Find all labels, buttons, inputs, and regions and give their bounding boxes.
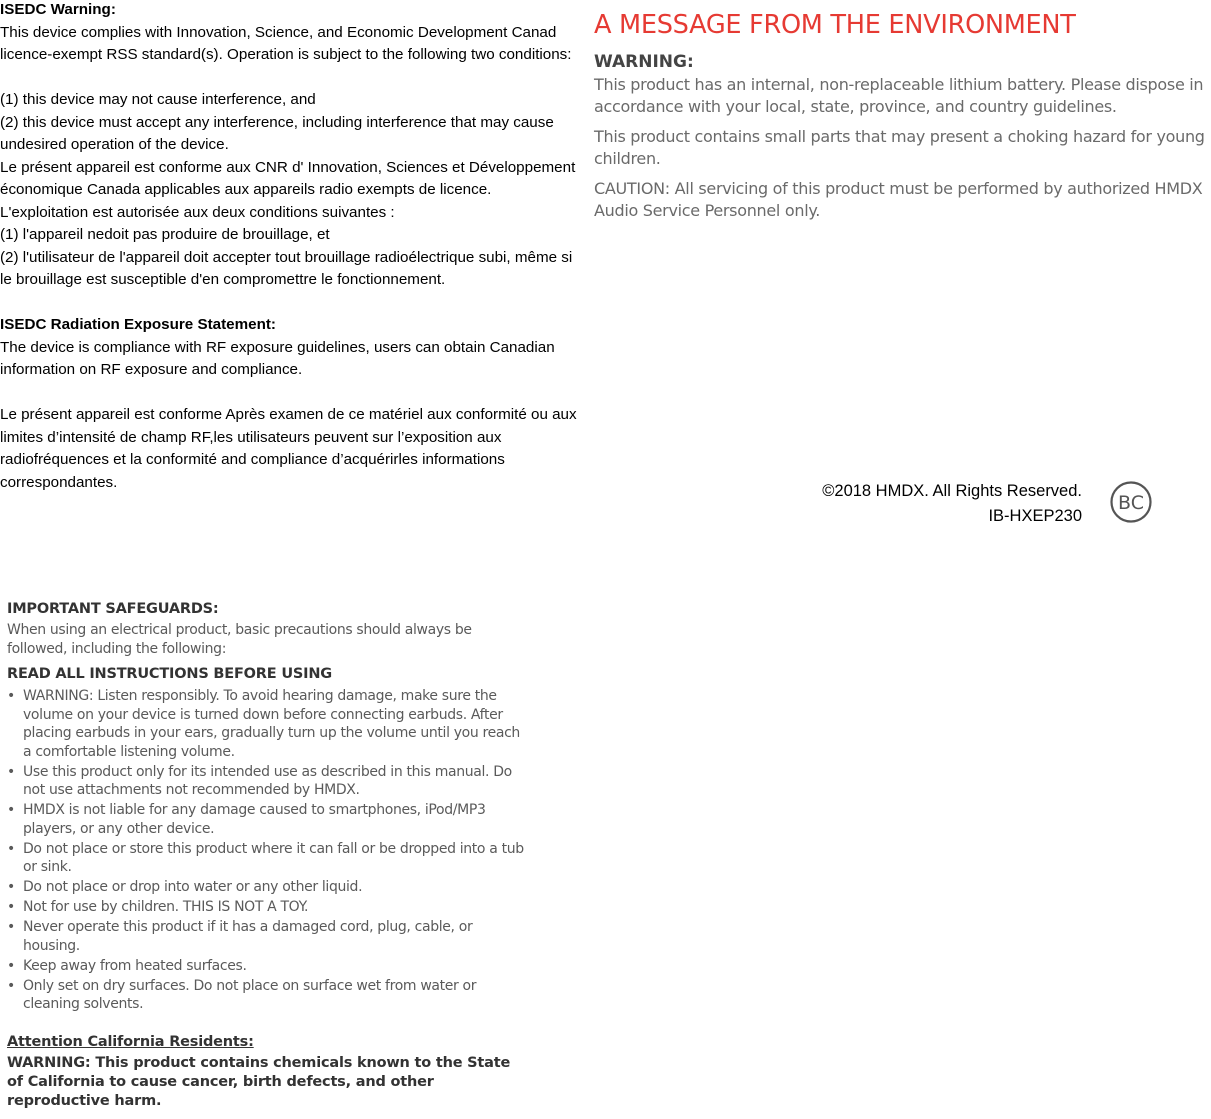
copyright-text: ©2018 HMDX. All Rights Reserved. (822, 482, 1082, 500)
isedc-warning-intro: This device complies with Innovation, Science, and Economic Development Canad licence-exempt RSS standard(s). Operation is subject to the following two conditions: (0, 23, 572, 63)
safeguards-subheading: READ ALL INSTRUCTIONS BEFORE USING (7, 666, 332, 682)
bullet-icon: • (7, 688, 15, 704)
california-heading: Attention California Residents: (7, 1033, 254, 1050)
model-number: IB-HXEP230 (988, 507, 1082, 525)
safeguards-list (7, 687, 527, 1014)
california-warning: WARNING: This product contains chemicals known to the State of California to cause cancer, birth defects, and other reproductive harm. (7, 1054, 511, 1109)
safeguard-item: • Use this product only for its intended use as described in this manual. Do not use attachments not recommended by HMDX. (7, 763, 512, 798)
bc-logo-icon (1109, 480, 1153, 524)
bullet-icon: • (7, 957, 15, 974)
bullet-icon: • (7, 919, 15, 935)
safeguard-item: • Only set on dry surfaces. Do not place on surface wet from water or cleaning solvents. (7, 977, 477, 1012)
safeguard-item: • WARNING: Listen responsibly. To avoid hearing damage, make sure the volume on your device is turned down before connecting earbuds. After placing earbuds in your ears, gradually turn up the volume until you reach a comfortable listening volume. (7, 688, 520, 760)
isedc-condition-2: (2) this device must accept any interference, including interference that may cause undesired operation of the device. (0, 113, 554, 153)
environment-caution-text: CAUTION: All servicing of this product must be performed by authorized HMDX Audio Service Personnel only. (594, 179, 1203, 220)
spacer (0, 67, 580, 90)
safeguards-intro: When using an electrical product, basic precautions should always be followed, including the following: (7, 622, 472, 657)
isedc-radiation-text: The device is compliance with RF exposure guidelines, users can obtain Canadian information on RF exposure and compliance. (0, 338, 555, 378)
isedc-radiation-heading: ISEDC Radiation Exposure Statement: (0, 316, 276, 333)
safeguard-item: • Never operate this product if it has a damaged cord, plug, cable, or housing. (7, 919, 473, 954)
isedc-radiation-fr: Le présent appareil est conforme Après examen de ce matériel aux conformité ou aux limites d’intensité de champ RF,les utilisateurs peuvent sur l’exposition aux radiofréquences et la conformité and compliance d’acquérirles informations correspondantes. (0, 406, 577, 491)
safeguard-item: • Not for use by children. THIS IS NOT A TOY. (7, 899, 309, 915)
bc-logo-text: BC (1118, 492, 1144, 514)
isedc-fr-condition-2: (2) l'utilisateur de l'appareil doit accepter tout brouillage radioélectrique subi, même si le brouillage est susceptible d'en compromettre le fonctionnement. (0, 248, 573, 288)
safeguard-item: • Do not place or drop into water or any other liquid. (7, 879, 363, 895)
bullet-icon: • (7, 840, 15, 857)
bullet-icon: • (7, 763, 15, 780)
isedc-fr-intro: Le présent appareil est conforme aux CNR d' Innovation, Sciences et Développement économique Canada applicables aux appareils radio exempts de licence. L'exploitation est autorisée aux deux conditions suivantes : (0, 158, 576, 221)
environment-warning-heading: WARNING: (594, 52, 694, 72)
safeguard-item: • Do not place or store this product where it can fall or be dropped into a tub or sink. (7, 840, 524, 875)
copyright-block (700, 479, 1082, 529)
environment-section (594, 8, 1211, 230)
environment-battery-text: This product has an internal, non-replaceable lithium battery. Please dispose in accordance with your local, state, province, and country guidelines. (594, 75, 1204, 116)
spacer (0, 292, 580, 315)
isedc-section (0, 0, 580, 494)
isedc-warning-heading: ISEDC Warning: (0, 1, 116, 18)
safeguard-item: • Keep away from heated surfaces. (7, 957, 247, 974)
isedc-fr-condition-1: (1) l'appareil nedoit pas produire de brouillage, et (0, 226, 330, 243)
bullet-icon: • (7, 899, 15, 915)
isedc-condition-1: (1) this device may not cause interference, and (0, 91, 316, 108)
safeguards-heading: IMPORTANT SAFEGUARDS: (7, 601, 219, 617)
environment-choking-text: This product contains small parts that may present a choking hazard for young children. (594, 127, 1205, 168)
safeguard-item: • HMDX is not liable for any damage caused to smartphones, iPod/MP3 players, or any other device. (7, 802, 486, 837)
spacer (0, 382, 580, 405)
environment-title: A MESSAGE FROM THE ENVIRONMENT (594, 10, 1076, 40)
bullet-icon: • (7, 977, 15, 994)
safeguards-section (7, 599, 527, 1111)
bullet-icon: • (7, 879, 15, 895)
bullet-icon: • (7, 802, 15, 818)
